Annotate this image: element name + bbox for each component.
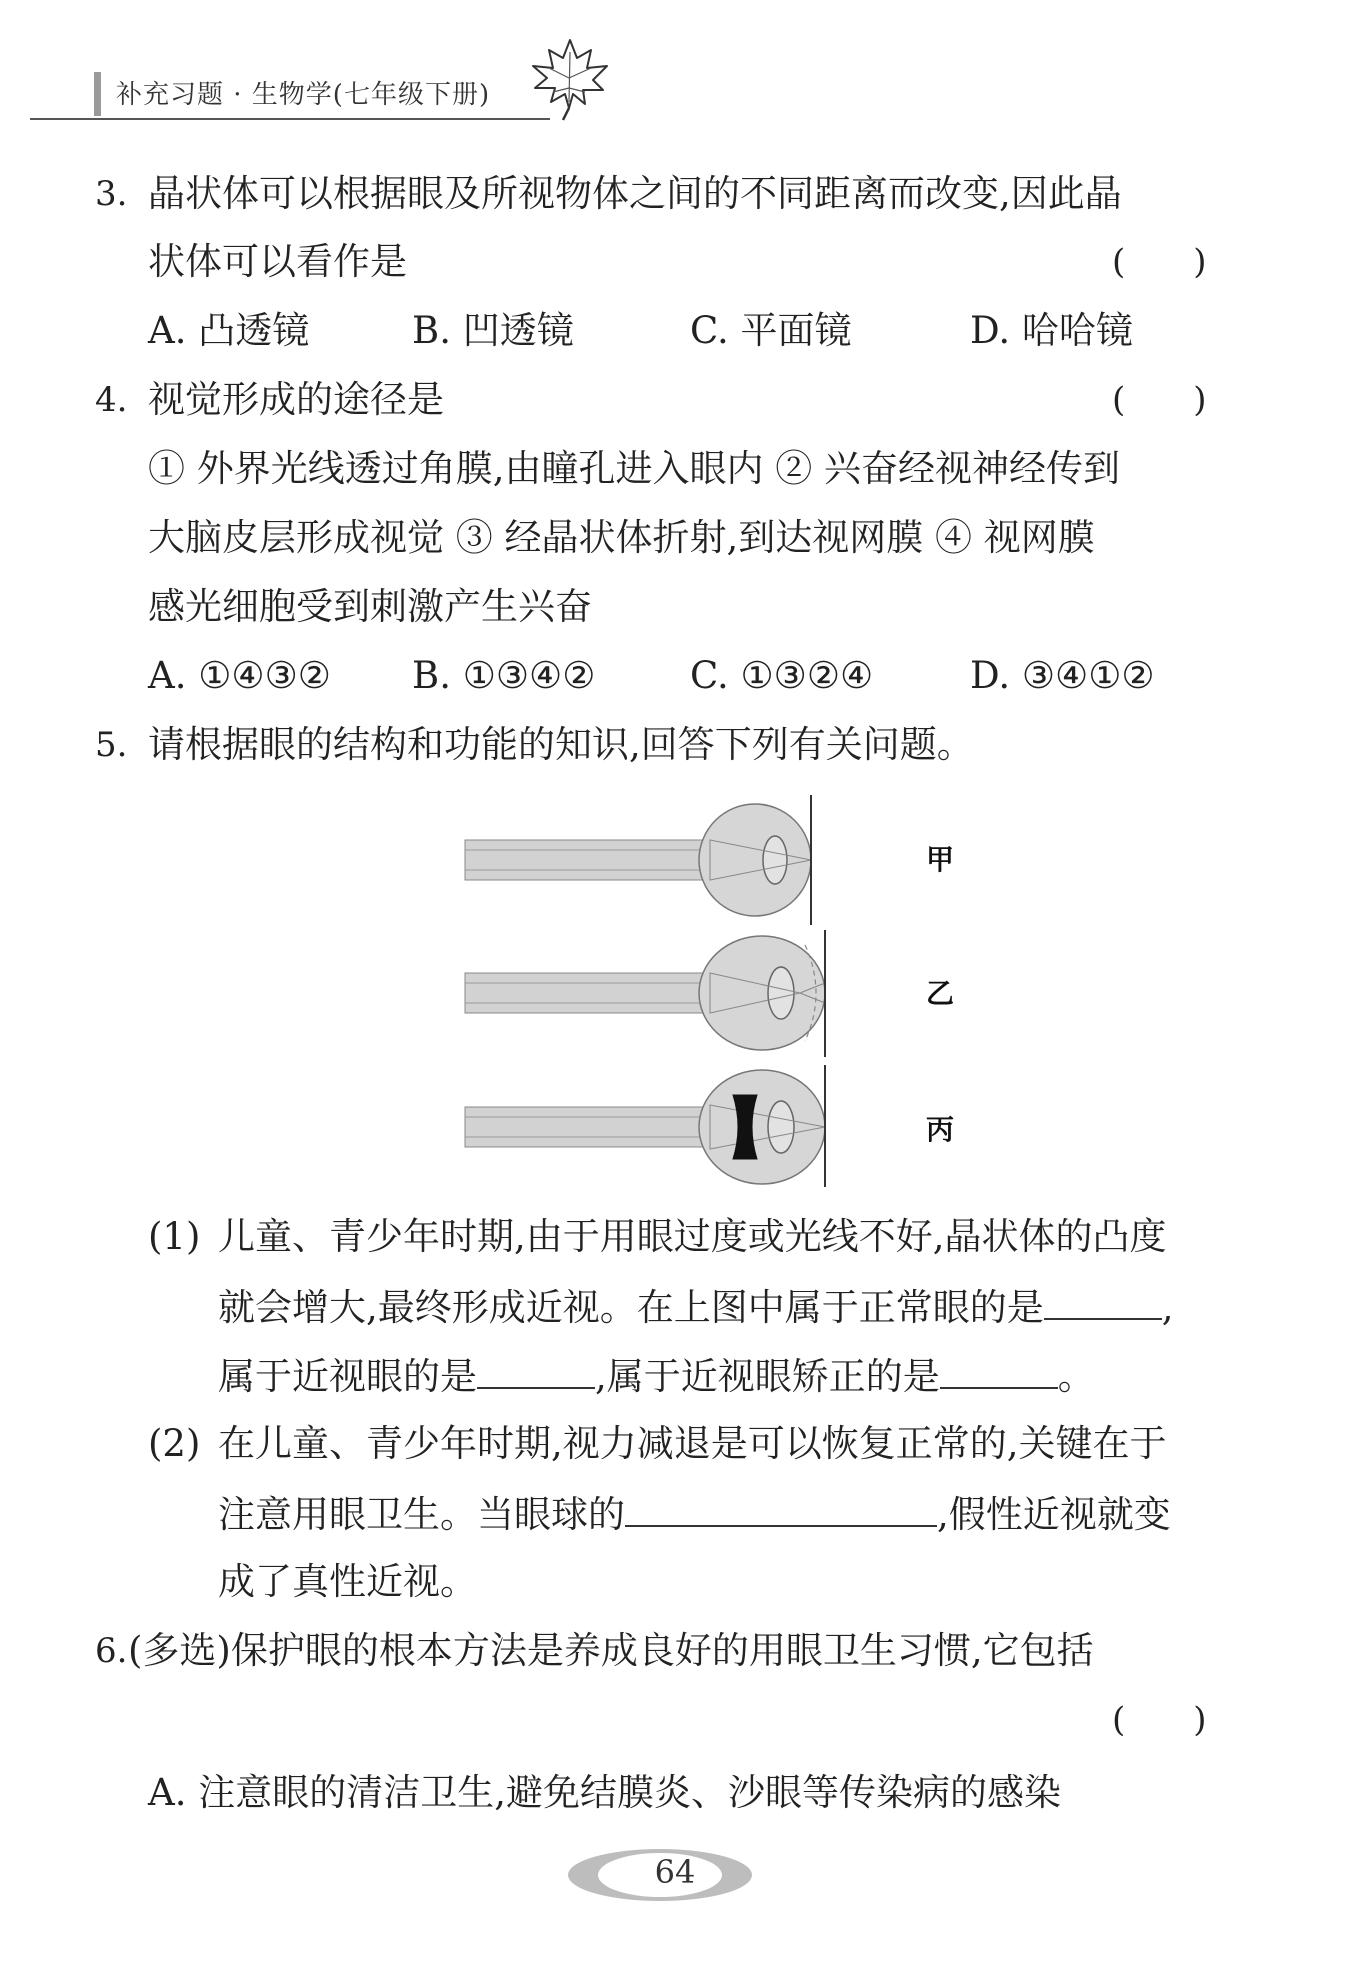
q3-line1: 晶状体可以根据眼及所视物体之间的不同距离而改变,因此晶	[148, 172, 1122, 215]
eye-corrected-figure	[465, 1065, 825, 1187]
q5-sub1-line2: 就会增大,最终形成近视。在上图中属于正常眼的是 ,	[218, 1286, 1174, 1329]
q3-option-d[interactable]: D. 哈哈镜	[970, 309, 1133, 352]
q6-answer-paren[interactable]: ( )	[1112, 1700, 1207, 1740]
q5-sub2-line3: 成了真性近视。	[218, 1560, 477, 1603]
q4-line2: ① 外界光线透过角膜,由瞳孔进入眼内 ② 兴奋经视神经传到	[148, 447, 1121, 490]
q5-sub1-label: (1)	[148, 1215, 201, 1258]
eye-myopia-figure	[465, 930, 825, 1057]
q5-sub1-line3: 属于近视眼的是 ,属于近视眼矫正的是 。	[218, 1355, 1095, 1398]
header-title: 补充习题 · 生物学(七年级下册)	[116, 80, 491, 110]
q5-myopia-blank[interactable]	[477, 1353, 595, 1389]
q5-line1: 请根据眼的结构和功能的知识,回答下列有关问题。	[148, 723, 974, 766]
q4-line4: 感光细胞受到刺激产生兴奋	[148, 585, 592, 628]
q4-number: 4.	[95, 380, 128, 420]
diagram-label-bing: 丙	[926, 1113, 955, 1146]
q3-option-b[interactable]: B. 凹透镜	[412, 309, 574, 352]
q5-correction-blank[interactable]	[940, 1353, 1058, 1389]
eye-normal-figure	[465, 795, 811, 925]
q4-option-a[interactable]: A. ①④③②	[148, 654, 331, 697]
q6-option-a[interactable]: A. 注意眼的清洁卫生,避免结膜炎、沙眼等传染病的感染	[148, 1771, 1062, 1814]
q3-answer-paren[interactable]: ( )	[1112, 242, 1207, 282]
q3-option-a[interactable]: A. 凸透镜	[148, 309, 310, 352]
q5-number: 5.	[95, 725, 128, 765]
q5-eyeball-blank[interactable]	[625, 1491, 937, 1527]
page-number: 64	[654, 1853, 696, 1891]
q3-number: 3.	[95, 174, 128, 214]
q3-line2: 状体可以看作是	[148, 240, 407, 283]
q5-sub1-line1: 儿童、青少年时期,由于用眼过度或光线不好,晶状体的凸度	[218, 1215, 1167, 1258]
diagram-label-jia: 甲	[926, 843, 955, 876]
q5-normal-eye-blank[interactable]	[1044, 1284, 1162, 1320]
q5-sub2-line2: 注意用眼卫生。当眼球的 ,假性近视就变	[218, 1493, 1171, 1536]
q4-option-d[interactable]: D. ③④①②	[970, 654, 1155, 697]
q3-option-c[interactable]: C. 平面镜	[690, 309, 852, 352]
q4-option-c[interactable]: C. ①③②④	[690, 654, 874, 697]
q4-line1: 视觉形成的途径是	[148, 378, 444, 421]
eye-diagram	[455, 795, 935, 1190]
q4-line3: 大脑皮层形成视觉 ③ 经晶状体折射,到达视网膜 ④ 视网膜	[148, 516, 1095, 559]
q4-answer-paren[interactable]: ( )	[1112, 380, 1207, 420]
q4-option-b[interactable]: B. ①③④②	[412, 654, 596, 697]
maple-leaf-icon	[525, 32, 615, 122]
q5-sub2-label: (2)	[148, 1422, 201, 1465]
q5-sub2-line1: 在儿童、青少年时期,视力减退是可以恢复正常的,关键在于	[218, 1422, 1167, 1465]
header-bar	[94, 72, 101, 116]
diagram-label-yi: 乙	[926, 977, 955, 1010]
header-rule	[30, 118, 550, 120]
q6-line1: (多选)保护眼的根本方法是养成良好的用眼卫生习惯,它包括	[128, 1629, 1094, 1672]
q6-number: 6.	[95, 1631, 128, 1671]
